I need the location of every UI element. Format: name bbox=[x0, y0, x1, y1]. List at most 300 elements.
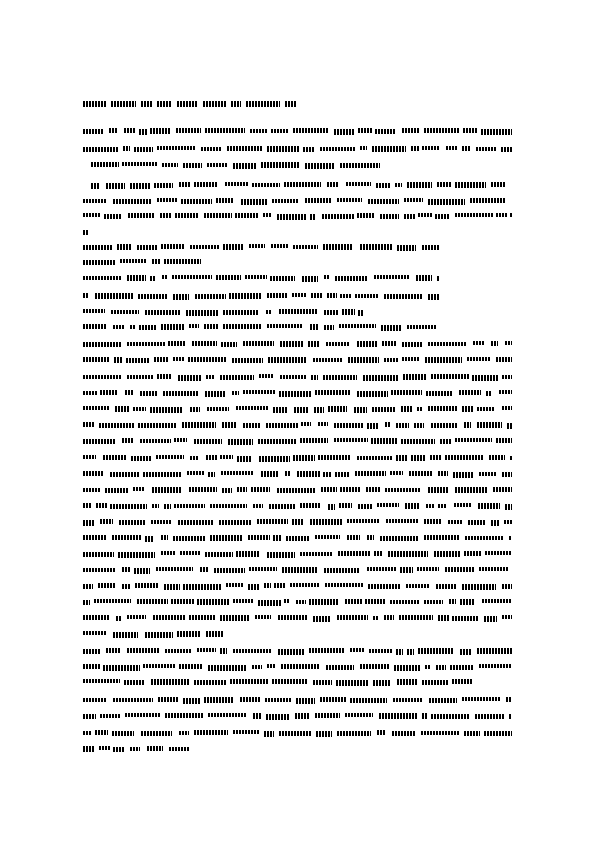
illegible-word bbox=[95, 293, 134, 299]
illegible-word bbox=[104, 214, 122, 219]
illegible-word bbox=[125, 390, 133, 395]
illegible-word bbox=[326, 342, 350, 346]
body-text-line bbox=[83, 324, 440, 330]
illegible-word bbox=[189, 487, 217, 492]
illegible-word bbox=[301, 422, 311, 426]
illegible-word bbox=[221, 471, 254, 475]
illegible-word bbox=[172, 275, 212, 279]
illegible-word bbox=[426, 391, 452, 396]
illegible-word bbox=[367, 423, 379, 429]
illegible-word bbox=[473, 341, 485, 345]
illegible-word bbox=[210, 504, 247, 508]
illegible-word bbox=[375, 129, 395, 134]
illegible-word bbox=[240, 697, 261, 702]
illegible-word bbox=[192, 341, 217, 346]
illegible-word bbox=[246, 101, 280, 107]
illegible-word bbox=[83, 199, 106, 203]
illegible-word bbox=[140, 439, 171, 443]
illegible-word bbox=[83, 731, 91, 735]
illegible-word bbox=[161, 244, 184, 249]
illegible-word bbox=[377, 730, 385, 735]
illegible-word bbox=[326, 665, 354, 670]
illegible-word bbox=[397, 679, 417, 685]
illegible-word bbox=[143, 664, 176, 668]
illegible-word bbox=[314, 407, 324, 413]
illegible-word bbox=[335, 472, 350, 477]
illegible-word bbox=[235, 213, 258, 218]
illegible-word bbox=[165, 713, 203, 718]
illegible-word bbox=[496, 357, 512, 362]
illegible-word bbox=[208, 665, 247, 671]
illegible-word bbox=[154, 183, 173, 188]
illegible-word bbox=[338, 551, 370, 556]
illegible-word bbox=[197, 599, 229, 605]
illegible-word bbox=[157, 374, 172, 379]
illegible-word bbox=[358, 504, 373, 509]
illegible-word bbox=[220, 375, 254, 380]
illegible-word bbox=[426, 504, 434, 508]
illegible-word bbox=[279, 731, 312, 736]
illegible-word bbox=[417, 567, 439, 571]
illegible-word bbox=[118, 552, 155, 558]
illegible-word bbox=[237, 487, 247, 492]
illegible-word bbox=[130, 747, 140, 751]
illegible-word bbox=[171, 599, 194, 604]
illegible-word bbox=[428, 199, 465, 205]
illegible-word bbox=[267, 324, 303, 328]
illegible-word bbox=[315, 713, 340, 718]
body-text-line bbox=[83, 438, 512, 444]
illegible-word bbox=[124, 128, 135, 133]
illegible-word bbox=[455, 438, 492, 442]
illegible-word bbox=[374, 275, 410, 279]
illegible-word bbox=[491, 182, 506, 187]
illegible-word bbox=[173, 536, 206, 541]
illegible-word bbox=[151, 520, 171, 524]
body-text-line bbox=[83, 567, 512, 573]
illegible-word bbox=[265, 698, 291, 702]
illegible-word bbox=[83, 245, 112, 250]
illegible-word bbox=[91, 183, 100, 189]
body-text-line bbox=[83, 746, 189, 752]
illegible-word bbox=[373, 616, 379, 620]
illegible-word bbox=[270, 276, 295, 281]
illegible-word bbox=[386, 519, 418, 523]
illegible-word bbox=[231, 101, 241, 107]
illegible-word bbox=[339, 324, 376, 328]
illegible-word bbox=[482, 599, 512, 603]
illegible-word bbox=[157, 101, 172, 107]
illegible-word bbox=[241, 199, 268, 205]
illegible-word bbox=[449, 599, 456, 604]
illegible-word bbox=[83, 631, 107, 635]
illegible-word bbox=[470, 198, 505, 203]
illegible-word bbox=[133, 487, 145, 491]
illegible-word bbox=[509, 536, 512, 540]
illegible-word bbox=[425, 357, 462, 363]
body-text-line bbox=[83, 615, 512, 621]
illegible-word bbox=[357, 456, 392, 460]
illegible-word bbox=[316, 731, 332, 737]
illegible-word bbox=[187, 471, 205, 475]
illegible-word bbox=[311, 293, 323, 298]
illegible-word bbox=[479, 567, 509, 571]
illegible-word bbox=[406, 584, 430, 588]
illegible-word bbox=[180, 551, 201, 555]
illegible-word bbox=[83, 552, 114, 557]
illegible-word bbox=[452, 616, 479, 621]
illegible-word bbox=[296, 600, 306, 604]
illegible-word bbox=[463, 128, 477, 133]
illegible-word bbox=[178, 520, 214, 525]
illegible-word bbox=[309, 648, 345, 653]
illegible-word bbox=[280, 375, 307, 379]
illegible-word bbox=[464, 422, 471, 428]
illegible-word bbox=[164, 584, 180, 590]
illegible-word bbox=[194, 730, 228, 735]
document-title-line bbox=[83, 101, 297, 107]
illegible-word bbox=[493, 487, 512, 492]
illegible-word bbox=[336, 680, 369, 686]
illegible-word bbox=[163, 391, 198, 396]
illegible-word bbox=[258, 600, 281, 606]
illegible-word bbox=[477, 407, 495, 411]
illegible-word bbox=[261, 471, 278, 477]
illegible-word bbox=[385, 488, 421, 492]
illegible-word bbox=[402, 357, 420, 361]
illegible-word bbox=[127, 648, 160, 653]
body-text-line bbox=[83, 198, 512, 204]
illegible-word bbox=[274, 583, 286, 588]
illegible-word bbox=[103, 665, 140, 671]
illegible-word bbox=[216, 198, 234, 203]
illegible-word bbox=[122, 438, 134, 443]
illegible-word bbox=[174, 438, 187, 442]
illegible-word bbox=[293, 455, 315, 461]
illegible-word bbox=[411, 455, 425, 461]
illegible-word bbox=[479, 472, 497, 476]
illegible-word bbox=[91, 162, 119, 167]
illegible-word bbox=[230, 679, 269, 684]
illegible-word bbox=[188, 357, 227, 362]
illegible-word bbox=[249, 244, 265, 248]
illegible-word bbox=[418, 648, 454, 654]
illegible-word bbox=[137, 245, 158, 250]
illegible-word bbox=[358, 128, 372, 133]
body-text-line bbox=[83, 244, 440, 250]
illegible-word bbox=[232, 358, 263, 363]
illegible-word bbox=[122, 584, 131, 589]
illegible-word bbox=[489, 455, 505, 460]
illegible-word bbox=[111, 310, 139, 314]
illegible-word bbox=[267, 552, 295, 558]
illegible-word bbox=[175, 213, 199, 218]
illegible-word bbox=[371, 438, 398, 444]
illegible-word bbox=[286, 536, 310, 541]
illegible-word bbox=[320, 147, 356, 151]
illegible-word bbox=[465, 536, 503, 540]
illegible-word bbox=[462, 406, 474, 412]
illegible-word bbox=[496, 213, 507, 217]
illegible-word bbox=[137, 599, 168, 604]
body-text-line bbox=[83, 406, 512, 412]
illegible-word bbox=[189, 615, 215, 620]
illegible-word bbox=[161, 324, 185, 330]
illegible-word bbox=[445, 455, 483, 460]
illegible-word bbox=[384, 358, 398, 362]
illegible-word bbox=[113, 199, 151, 204]
illegible-word bbox=[233, 599, 254, 603]
illegible-word bbox=[83, 503, 92, 508]
illegible-word bbox=[161, 535, 168, 540]
illegible-word bbox=[460, 649, 472, 655]
illegible-word bbox=[431, 714, 469, 719]
illegible-word bbox=[448, 520, 463, 524]
illegible-word bbox=[431, 423, 458, 428]
body-text-line bbox=[83, 341, 512, 347]
illegible-word bbox=[388, 551, 428, 557]
illegible-word bbox=[438, 504, 447, 508]
illegible-word bbox=[485, 551, 512, 555]
illegible-word bbox=[411, 146, 419, 151]
illegible-word bbox=[425, 665, 431, 669]
illegible-word bbox=[334, 423, 363, 428]
body-text-line bbox=[83, 146, 512, 152]
illegible-word bbox=[285, 471, 291, 476]
illegible-word bbox=[169, 747, 189, 751]
body-text-line bbox=[83, 487, 512, 493]
illegible-word bbox=[252, 183, 280, 187]
illegible-word bbox=[194, 680, 227, 685]
illegible-word bbox=[134, 147, 153, 152]
illegible-word bbox=[113, 698, 153, 702]
illegible-word bbox=[106, 648, 120, 653]
illegible-word bbox=[402, 128, 419, 133]
illegible-word bbox=[83, 600, 90, 605]
illegible-word bbox=[501, 147, 512, 152]
illegible-word bbox=[109, 128, 118, 133]
illegible-word bbox=[83, 615, 109, 620]
illegible-word bbox=[127, 615, 146, 619]
illegible-word bbox=[467, 357, 491, 361]
illegible-word bbox=[323, 375, 357, 380]
illegible-word bbox=[379, 713, 417, 719]
illegible-word bbox=[350, 698, 387, 703]
body-text-line bbox=[83, 679, 472, 685]
illegible-word bbox=[228, 439, 253, 445]
illegible-word bbox=[138, 423, 176, 428]
illegible-word bbox=[477, 648, 512, 654]
illegible-word bbox=[83, 664, 100, 669]
illegible-word bbox=[83, 147, 118, 152]
illegible-word bbox=[206, 455, 217, 460]
illegible-word bbox=[502, 615, 512, 619]
illegible-word bbox=[150, 128, 171, 134]
body-text-line bbox=[83, 535, 512, 541]
illegible-word bbox=[357, 213, 374, 218]
illegible-word bbox=[160, 213, 171, 218]
illegible-word bbox=[271, 129, 289, 133]
illegible-word bbox=[266, 310, 272, 314]
illegible-word bbox=[162, 275, 168, 279]
body-text-line bbox=[83, 503, 512, 509]
illegible-word bbox=[83, 488, 101, 492]
illegible-word bbox=[83, 276, 121, 280]
illegible-word bbox=[436, 665, 446, 670]
illegible-word bbox=[300, 503, 321, 508]
illegible-word bbox=[506, 697, 512, 702]
illegible-word bbox=[267, 293, 288, 298]
illegible-word bbox=[464, 551, 481, 556]
illegible-word bbox=[464, 731, 480, 736]
illegible-word bbox=[496, 438, 512, 443]
illegible-word bbox=[310, 214, 316, 220]
illegible-word bbox=[268, 357, 307, 363]
illegible-word bbox=[328, 504, 335, 510]
illegible-word bbox=[279, 391, 311, 397]
illegible-word bbox=[472, 375, 498, 381]
illegible-word bbox=[156, 567, 193, 571]
illegible-word bbox=[484, 616, 497, 622]
illegible-word bbox=[223, 310, 259, 315]
illegible-word bbox=[141, 731, 172, 736]
illegible-word bbox=[145, 310, 181, 315]
illegible-word bbox=[424, 535, 460, 540]
illegible-word bbox=[83, 746, 95, 752]
illegible-word bbox=[269, 504, 295, 509]
illegible-word bbox=[117, 244, 132, 250]
illegible-word bbox=[313, 358, 342, 362]
illegible-word bbox=[315, 535, 340, 539]
illegible-word bbox=[98, 583, 116, 588]
illegible-word bbox=[83, 714, 96, 719]
illegible-word bbox=[83, 342, 121, 347]
body-text-line bbox=[83, 213, 512, 219]
illegible-word bbox=[505, 504, 512, 510]
illegible-word bbox=[156, 455, 184, 459]
illegible-word bbox=[399, 615, 433, 620]
illegible-word bbox=[324, 275, 330, 279]
illegible-word bbox=[264, 731, 274, 737]
illegible-word bbox=[190, 407, 200, 412]
body-text-line bbox=[91, 162, 381, 168]
illegible-word bbox=[450, 665, 474, 670]
illegible-word bbox=[152, 504, 159, 508]
illegible-word bbox=[360, 244, 393, 250]
illegible-word bbox=[248, 535, 270, 540]
illegible-word bbox=[346, 182, 371, 186]
illegible-word bbox=[203, 101, 226, 107]
illegible-word bbox=[436, 584, 456, 589]
illegible-word bbox=[310, 324, 319, 330]
illegible-word bbox=[162, 163, 178, 167]
illegible-word bbox=[357, 341, 377, 347]
illegible-word bbox=[360, 664, 390, 669]
illegible-word bbox=[130, 325, 136, 329]
illegible-word bbox=[220, 615, 249, 621]
illegible-word bbox=[424, 128, 459, 133]
illegible-word bbox=[380, 214, 399, 219]
illegible-word bbox=[372, 146, 406, 152]
illegible-word bbox=[259, 456, 290, 462]
illegible-word bbox=[309, 599, 338, 605]
illegible-word bbox=[437, 182, 451, 187]
illegible-word bbox=[368, 199, 399, 204]
illegible-word bbox=[236, 551, 260, 557]
illegible-word bbox=[178, 375, 201, 381]
illegible-word bbox=[83, 439, 116, 444]
illegible-word bbox=[345, 713, 373, 717]
illegible-word bbox=[251, 487, 270, 492]
illegible-word bbox=[220, 648, 227, 654]
illegible-word bbox=[204, 213, 232, 218]
illegible-word bbox=[83, 455, 96, 459]
illegible-word bbox=[179, 731, 189, 735]
illegible-word bbox=[337, 615, 368, 620]
illegible-word bbox=[150, 276, 156, 281]
illegible-word bbox=[335, 276, 367, 281]
illegible-word bbox=[324, 568, 360, 573]
illegible-word bbox=[347, 519, 380, 523]
illegible-word bbox=[510, 456, 512, 460]
illegible-word bbox=[282, 567, 317, 573]
body-text-line bbox=[83, 309, 364, 315]
illegible-word bbox=[313, 616, 331, 622]
illegible-word bbox=[505, 341, 512, 345]
illegible-word bbox=[113, 632, 138, 638]
illegible-word bbox=[127, 342, 165, 346]
illegible-word bbox=[357, 391, 388, 397]
illegible-word bbox=[205, 128, 245, 133]
illegible-word bbox=[151, 679, 190, 685]
illegible-word bbox=[297, 471, 320, 477]
illegible-word bbox=[479, 664, 512, 668]
illegible-word bbox=[124, 680, 145, 685]
illegible-word bbox=[122, 162, 158, 166]
illegible-word bbox=[183, 698, 201, 704]
illegible-word bbox=[303, 147, 314, 152]
illegible-word bbox=[220, 455, 233, 459]
illegible-word bbox=[83, 584, 93, 589]
illegible-word bbox=[507, 423, 512, 429]
illegible-word bbox=[83, 309, 105, 313]
illegible-word bbox=[177, 631, 201, 637]
illegible-word bbox=[325, 583, 364, 587]
illegible-word bbox=[226, 583, 243, 587]
illegible-word bbox=[253, 713, 261, 719]
body-text-line bbox=[83, 664, 512, 670]
illegible-word bbox=[153, 615, 186, 620]
illegible-word bbox=[110, 472, 139, 477]
illegible-word bbox=[462, 584, 496, 590]
illegible-word bbox=[348, 357, 379, 363]
illegible-word bbox=[194, 182, 218, 187]
illegible-word bbox=[259, 374, 273, 378]
illegible-word bbox=[445, 567, 475, 572]
illegible-word bbox=[342, 309, 355, 315]
body-text-line bbox=[83, 229, 88, 235]
illegible-word bbox=[365, 599, 386, 604]
illegible-word bbox=[190, 456, 199, 460]
illegible-word bbox=[143, 472, 182, 477]
illegible-word bbox=[145, 632, 173, 638]
body-text-line bbox=[91, 182, 512, 188]
illegible-word bbox=[179, 664, 202, 669]
illegible-word bbox=[277, 488, 315, 493]
body-text-line bbox=[83, 631, 224, 637]
illegible-word bbox=[83, 129, 103, 134]
illegible-word bbox=[292, 519, 304, 525]
